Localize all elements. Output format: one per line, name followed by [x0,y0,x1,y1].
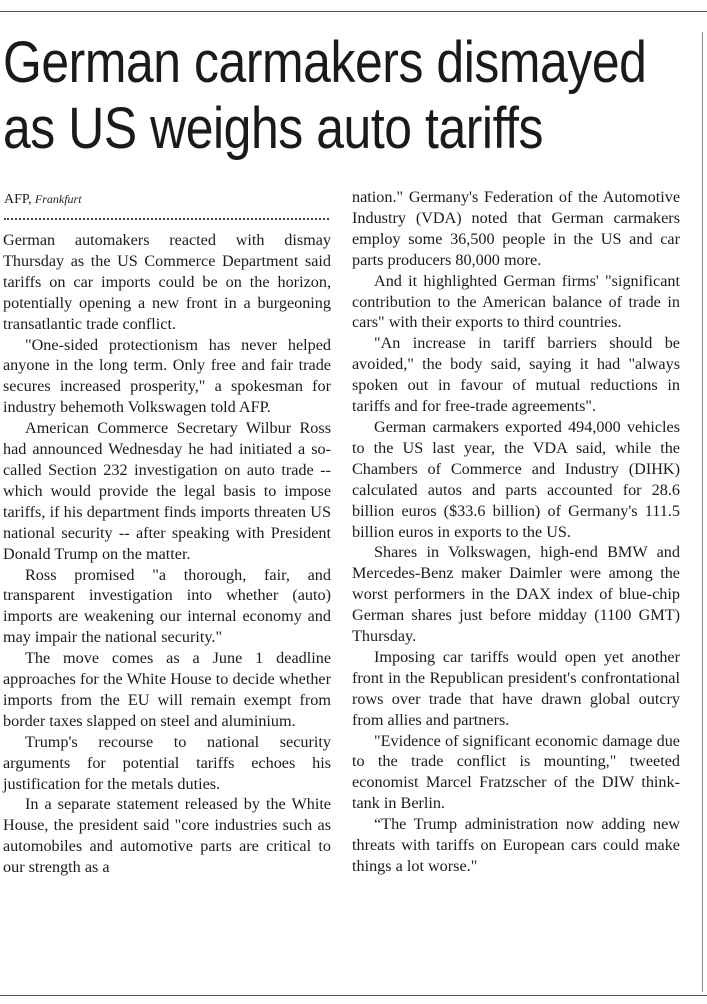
paragraph: "An increase in tariff barriers should be avoided," the body said, saying it had "always spoken out in favour of mutual reductions in tariffs and for free-trade agreements". [352,334,680,416]
paragraph: In a separate statement released by the White House, the president said "core industries such as automobiles and automotive parts are critical to our strength as a [3,795,331,877]
paragraph: The move comes as a June 1 deadline approaches for the White House to decide whether imports from the EU will remain exempt from border taxes slapped on steel and aluminium. [3,649,331,730]
paragraph: American Commerce Secretary Wilbur Ross had announced Wednesday he had initiated a so-called Section 232 investigation on auto trade -- which would provide the legal basis to impose tariffs, if his department finds imports threaten US national security -- after speaking with President Donald Trump on the matter. [3,419,331,563]
byline-location: Frankfurt [34,192,82,206]
right-rule [702,32,703,992]
byline [4,191,82,208]
dotted-separator [4,210,329,220]
paragraph: “The Trump administration now adding new threats with tariffs on European cars could make things a lot worse." [352,815,680,875]
paragraph: Imposing car tariffs would open yet another front in the Republican president's confrontational rows over trade that have drawn global outcry from allies and partners. [352,647,680,729]
headline-line-1: German carmakers dismayed [3,30,647,95]
article-column-2 [352,187,680,877]
headline-line-2: as US weighs auto tariffs [3,96,544,161]
paragraph: "One-sided protectionism has never helped anyone in the long term. Only free and fair trade secures increased prosperity," a spokesman for industry behemoth Volkswagen told AFP. [3,335,331,417]
paragraph: nation." Germany's Federation of the Automotive Industry (VDA) noted that German carmakers employ some 36,500 people in the US and car parts producers 80,000 more. [352,188,680,269]
paragraph: German automakers reacted with dismay Thursday as the US Commerce Department said tariffs on car imports could be on the horizon, potentially opening a new front in a burgeoning transatlantic trade conflict. [3,231,331,333]
article-column-1 [3,230,331,878]
paragraph: Shares in Volkswagen, high-end BMW and Mercedes-Benz maker Daimler were among the worst performers in the DAX index of blue-chip German shares just before midday (1100 GMT) Thursday. [352,543,680,646]
top-rule [0,11,707,12]
headline [3,30,647,162]
paragraph: And it highlighted German firms' "significant contribution to the American balance of trade in cars" with their exports to third countries. [352,271,680,332]
paragraph: Trump's recourse to national security arguments for potential tariffs echoes his justification for the metals duties. [3,732,331,793]
paragraph: "Evidence of significant economic damage due to the trade conflict is mounting," tweeted economist Marcel Fratzscher of the DIW think-tank in Berlin. [352,731,680,813]
byline-agency: AFP, [4,192,32,207]
paragraph: German carmakers exported 494,000 vehicles to the US last year, the VDA said, while the Chambers of Commerce and Industry (DIHK) calculated autos and parts accounted for 28.6 billion euros ($33.6 billion) of Germany's 111.5 billion euros in exports to the US. [352,417,680,541]
paragraph: Ross promised "a thorough, fair, and transparent investigation into whether (auto) imports are weakening our internal economy and may impair the national security." [3,565,331,647]
bottom-rule [0,995,707,996]
